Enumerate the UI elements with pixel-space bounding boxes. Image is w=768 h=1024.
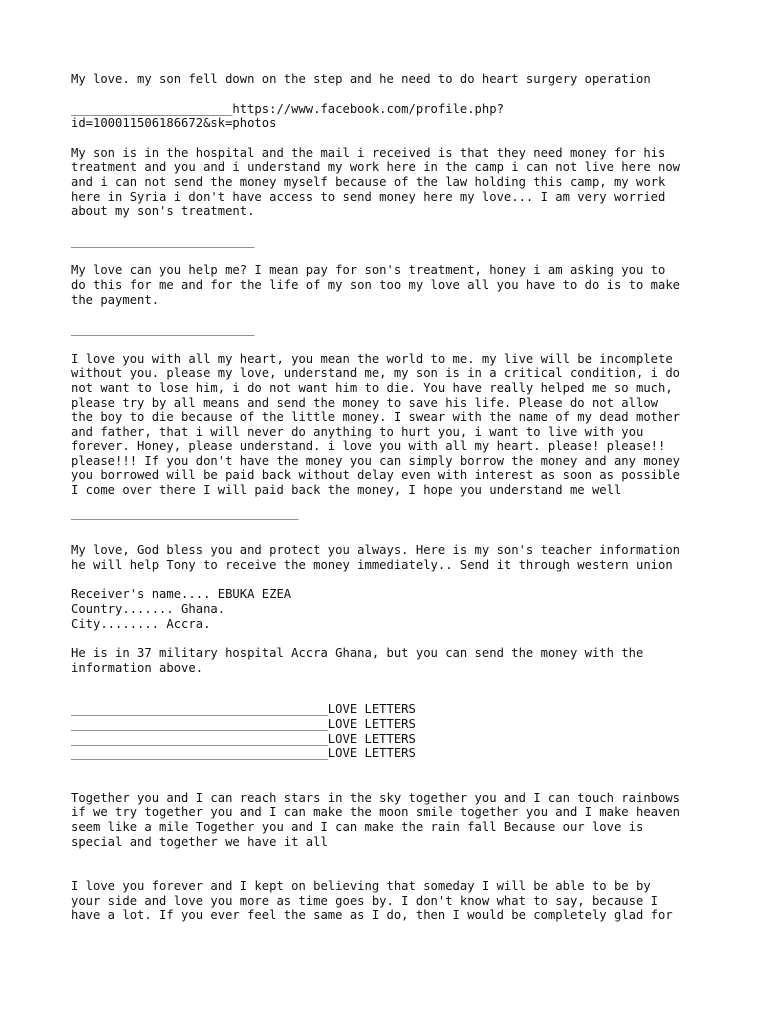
paragraph-hospital: My son is in the hospital and the mail i received is that they need money for his treatment and you and i understand my work here in the camp i can not live here now and i can not send the money myself because of the law holding this camp, my work here in Syria i don't have access to send money here my love... I am very worried about my son's treatment. [71, 145, 681, 219]
paragraph-teacher-info: My love, God bless you and protect you always. Here is my son's teacher information he will help Tony to receive the money immediately.. Send it through western union [71, 543, 681, 572]
separator-rule: _________________________ [71, 233, 255, 248]
paragraph-love-plea: I love you with all my heart, you mean the world to me. my live will be incomplete without you. please my love, understand me, my son is in a critical condition, i do not want to lose him, i do not want him to die. You have really helped me so much, please try by all means and send the money to save his life. Please do not allow the boy to die because of the little money. I swear with the name of my dead mother and father, that i will never do anything to hurt you, i want to live with you forever. Honey, please understand. i love you with all my heart. please! please!! please!!! If you don't have the money you can simply borrow the money and any money you borrowed will be paid back without delay even with interest as soon as possible I come over there I will paid back the money, I hope you understand me well [71, 351, 681, 498]
paragraph-forever: I love you forever and I kept on believing that someday I will be able to be by your side and love you more as time goes by. I don't know what to say, because I have a lot. If you ever feel the same as I do, then I would be completely glad for [71, 879, 673, 923]
separator-rule: _________________________ [71, 322, 255, 337]
facebook-link-line: ______________________https://www.facebook.com/profile.php? id=100011506186672&sk=photos [71, 101, 504, 131]
document-page [71, 72, 711, 923]
love-letters-lines [71, 702, 711, 760]
paragraph-help-request: My love can you help me? I mean pay for son's treatment, honey i am asking you to do this for me and for the life of my son too my love all you have to do is to make the payment. [71, 263, 681, 307]
paragraph-together: Together you and I can reach stars in the sky together you and I can touch rainbows if we try together you and I can make the moon smile together you and I make heaven seem like a mile Together you and I can make the rain fall Because our love is special and together we have it all [71, 790, 681, 849]
love-letters-line: ___________________________________LOVE LETTERS [71, 731, 416, 746]
paragraph-hospital-location: He is in 37 military hospital Accra Ghana, but you can send the money with the information above. [71, 646, 644, 675]
love-letters-line: ___________________________________LOVE LETTERS [71, 702, 416, 717]
receiver-details: Receiver's name.... EBUKA EZEA Country....... Ghana. City........ Accra. [71, 587, 292, 631]
opening-line: My love. my son fell down on the step and he need to do heart surgery operation [71, 72, 651, 86]
love-letters-line: ___________________________________LOVE LETTERS [71, 746, 416, 761]
separator-rule: _______________________________ [71, 505, 299, 520]
love-letters-line: ___________________________________LOVE LETTERS [71, 717, 416, 731]
